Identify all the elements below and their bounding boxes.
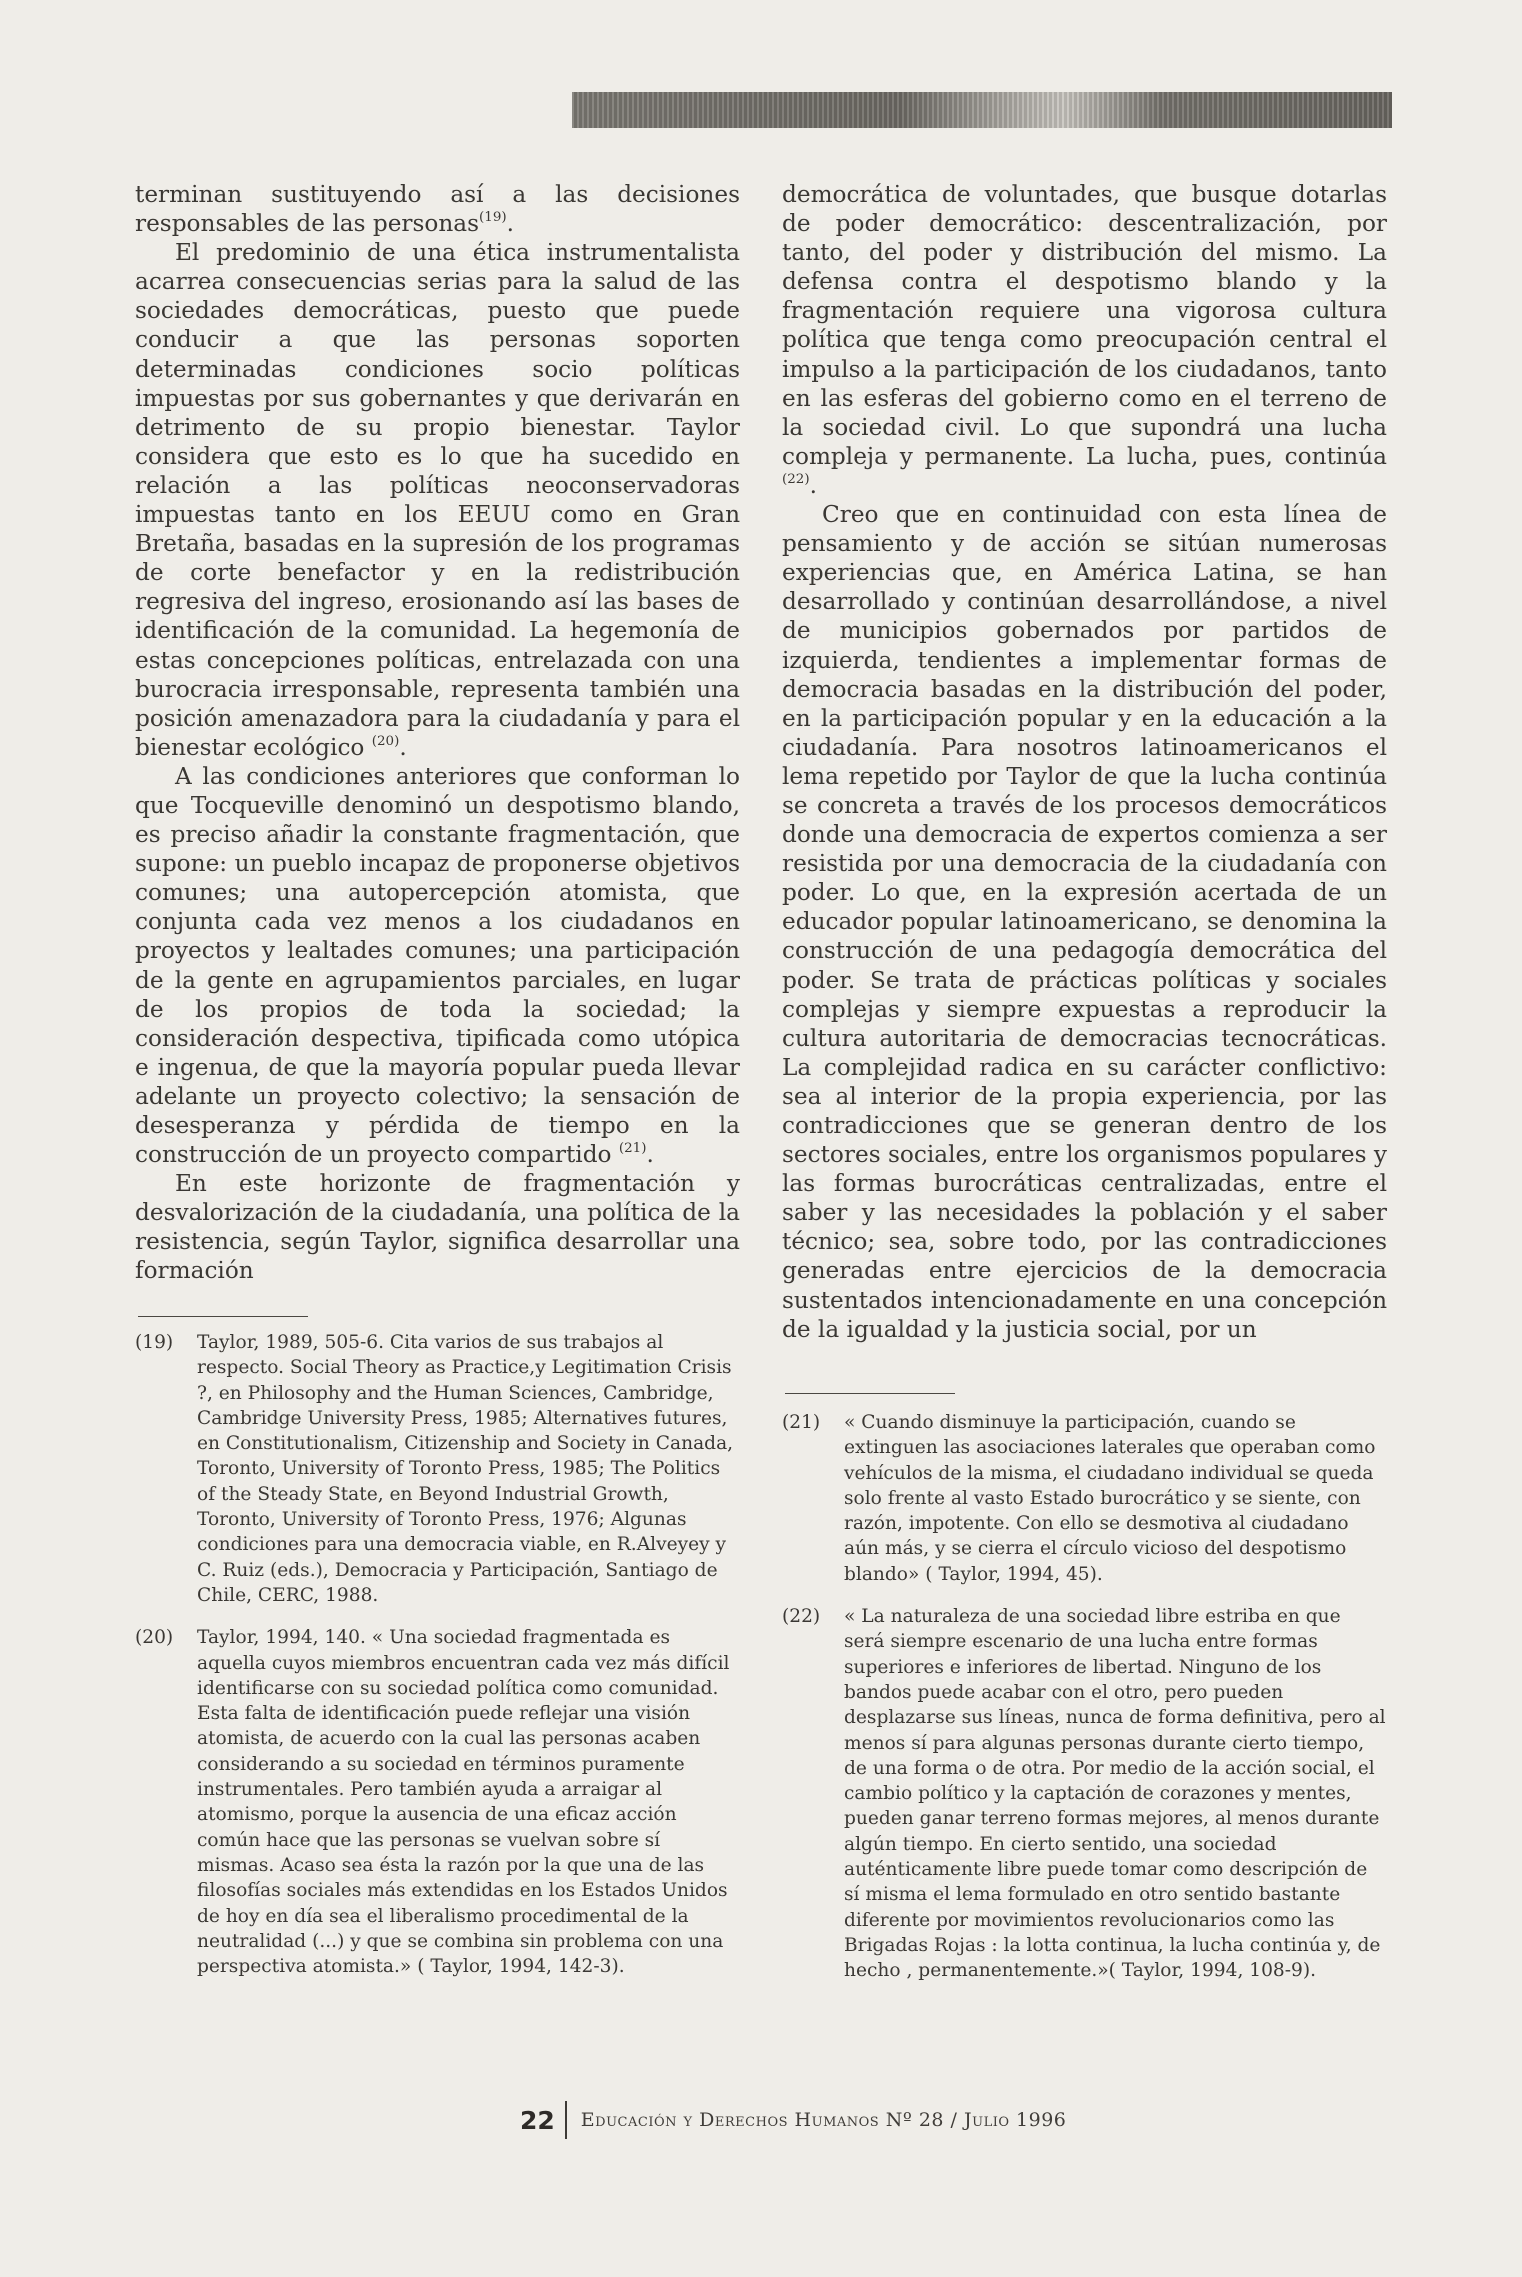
footnote-number: (20) xyxy=(135,1627,174,1649)
footnote-22 xyxy=(782,1604,1387,1983)
footnote-text: « La naturaleza de una sociedad libre estriba en que será siempre escenario de una lucha entre formas superiores e inferiores de libertad. Ninguno de los bandos puede acabar con el otro, pero pueden desplazarse sus líneas, nunca de forma definitiva, pero al menos sí para algunas personas durante cierto tiempo, de una forma o de otra. Por medio de la acción social, el cambio político y la captación de corazones y mentes, pueden ganar terreno formas mejores, al menos durante algún tiempo. En cierto sentido, una sociedad auténticamente libre puede tomar como descripción de sí misma el lema formulado en otro sentido bastante diferente por movimientos revolucionarios como las Brigadas Rojas : la lotta continua, la lucha continúa y, de hecho , permanentemente.»( Taylor, 1994, 108-9). xyxy=(844,1606,1386,1982)
left-text-column xyxy=(135,180,740,1286)
page-footer xyxy=(520,2102,1066,2138)
paragraph: En este horizonte de fragmentación y desvalorización de la ciudadanía, una política de la resistencia, según Taylor, significa desarrollar una formación xyxy=(135,1170,740,1285)
paragraph: El predominio de una ética instrumentalista acarrea consecuencias serias para la salud de las sociedades democráticas, puesto que puede conducir a que las personas soporten determinadas condiciones socio políticas impuestas por sus gobernantes y que derivarán en detrimento de su propio bienestar. Taylor considera que esto es lo que ha sucedido en relación a las políticas neoconservadoras impuestas tanto en los EEUU como en Gran Bretaña, basadas en la supresión de los programas de corte benefactor y en la redistribución regresiva del ingreso, erosionando así las bases de identificación de la comunidad. La hegemonía de estas concepciones políticas, entrelazada con una burocracia irresponsable, representa también una posición amenazadora para la ciudadanía y para el bienestar ecológico $^{(20)}$. xyxy=(135,239,740,761)
paragraph: democrática de voluntades, que busque dotarlas de poder democrático: descentralización, por tanto, del poder y distribución del mismo. La defensa contra el despotismo blando y la fragmentación requiere una vigorosa cultura política que tenga como preocupación central el impulso a la participación de los ciudadanos, tanto en las esferas del gobierno como en el terreno de la sociedad civil. Lo que supondrá una lucha compleja y permanente. La lucha, pues, continúa $^{(22)}$. xyxy=(782,181,1387,499)
footnote-ref[interactable]: (22) xyxy=(782,471,810,487)
footnote-21 xyxy=(782,1410,1387,1587)
footnotes-right xyxy=(782,1410,1387,2001)
footnote-number: (22) xyxy=(782,1606,821,1628)
footnote-20 xyxy=(135,1625,740,1979)
footer-divider xyxy=(565,2101,567,2139)
footnote-number: (19) xyxy=(135,1332,174,1353)
footnote-divider xyxy=(785,1393,955,1394)
footnote-number: (21) xyxy=(782,1412,821,1433)
page-number: 22 xyxy=(520,2105,555,2135)
footnote-text: Taylor, 1994, 140. « Una sociedad fragmentada es aquella cuyos miembros encuentran cada vez más difícil identificarse con su sociedad política como comunidad. Esta falta de identificación puede reflejar una visión atomista, de acuerdo con la cual las personas acaben considerando a su sociedad en términos puramente instrumentales. Pero también ayuda a arraigar al atomismo, porque la ausencia de una eficaz acción común hace que las personas se vuelvan sobre sí mismas. Acaso sea ésta la razón por la que una de las filosofías sociales más extendidas en los Estados Unidos de hoy en día sea el liberalismo procedimental de la neutralidad (...) y que se combina sin problema con una perspectiva atomista.» ( Taylor, 1994, 142-3). xyxy=(197,1627,730,1978)
footnote-ref[interactable]: (19) xyxy=(479,210,507,226)
paragraph: Creo que en continuidad con esta línea de pensamiento y de acción se sitúan numerosas experiencias que, en América Latina, se han desarrollado y continúan desarrollándose, a nivel de municipios gobernados por partidos de izquierda, tendientes a implementar formas de democracia basadas en la distribución del poder, en la participación popular y en la educación a la ciudadanía. Para nosotros latinoamericanos el lema repetido por Taylor de que la lucha continúa se concreta a través de los procesos democráticos donde una democracia de expertos comienza a ser resistida por una democracia de la ciudadanía con poder. Lo que, en la expresión acertada de un educador popular latinoamericano, se denomina la construcción de una pedagogía democrática del poder. Se trata de prácticas políticas y sociales complejas y siempre expuestas a reproducir la cultura autoritaria de democracias tecnocráticas. La complejidad radica en su carácter conflictivo: sea al interior de la propia experiencia, por las contradicciones que se generan dentro de los sectores sociales, entre los organismos populares y las formas burocráticas centralizadas, entre el saber y las necesidades la población y el saber técnico; sea, sobre todo, por las contradicciones generadas entre ejercicios de la democracia sustentados intencionadamente en una concepción de la igualdad y la justicia social, por un xyxy=(782,501,1387,1343)
publication-title: Educación y Derechos Humanos Nº 28 / Julio 1996 xyxy=(580,2109,1067,2131)
footnote-divider xyxy=(138,1316,308,1317)
footnote-ref[interactable]: (20) xyxy=(371,733,400,749)
paragraph: A las condiciones anteriores que conforman lo que Tocqueville denominó un despotismo blando, es preciso añadir la constante fragmentación, que supone: un pueblo incapaz de proponerse objetivos comunes; una autopercepción atomista, que conjunta cada vez menos a los ciudadanos en proyectos y lealtades comunes; una participación de la gente en agrupamientos parciales, en lugar de los propios de toda la sociedad; la consideración despectiva, tipificada como utópica e ingenua, de que la mayoría popular pueda llevar adelante un proyecto colectivo; la sensación de desesperanza y pérdida de tiempo en la construcción de un proyecto compartido $^{(21)}$. xyxy=(135,762,740,1169)
footnote-text: Taylor, 1989, 505-6. Cita varios de sus trabajos al respecto. Social Theory as Practice,y Legitimation Crisis ?, en Philosophy and the Human Sciences, Cambridge, Cambridge University Press, 1985; Alternatives futures, en Constitutionalism, Citizenship and Society in Canada, Toronto, University of Toronto Press, 1985; The Politics of the Steady State, en Beyond Industrial Growth, Toronto, University of Toronto Press, 1976; Algunas condiciones para una democracia viable, en R.Alveyey y C. Ruiz (eds.), Democracia y Participación, Santiago de Chile, CERC, 1988. xyxy=(197,1332,734,1606)
header-decoration-bar xyxy=(572,92,1392,128)
paragraph: terminan sustituyendo así a las decisiones responsables de las personas$^{(19)}$. xyxy=(135,181,740,238)
footnote-ref[interactable]: (21) xyxy=(618,1141,647,1157)
right-text-column xyxy=(782,180,1387,1344)
footnotes-left xyxy=(135,1330,740,1996)
footnote-19 xyxy=(135,1330,740,1608)
footnote-text: « Cuando disminuye la participación, cuando se extinguen las asociaciones laterales que operaban como vehículos de la misma, el ciudadano individual se queda solo frente al vasto Estado burocrático y se siente, con razón, impotente. Con ello se desmotiva al ciudadano aún más, y se cierra el círculo vicioso del despotismo blando» ( Taylor, 1994, 45). xyxy=(844,1412,1376,1585)
